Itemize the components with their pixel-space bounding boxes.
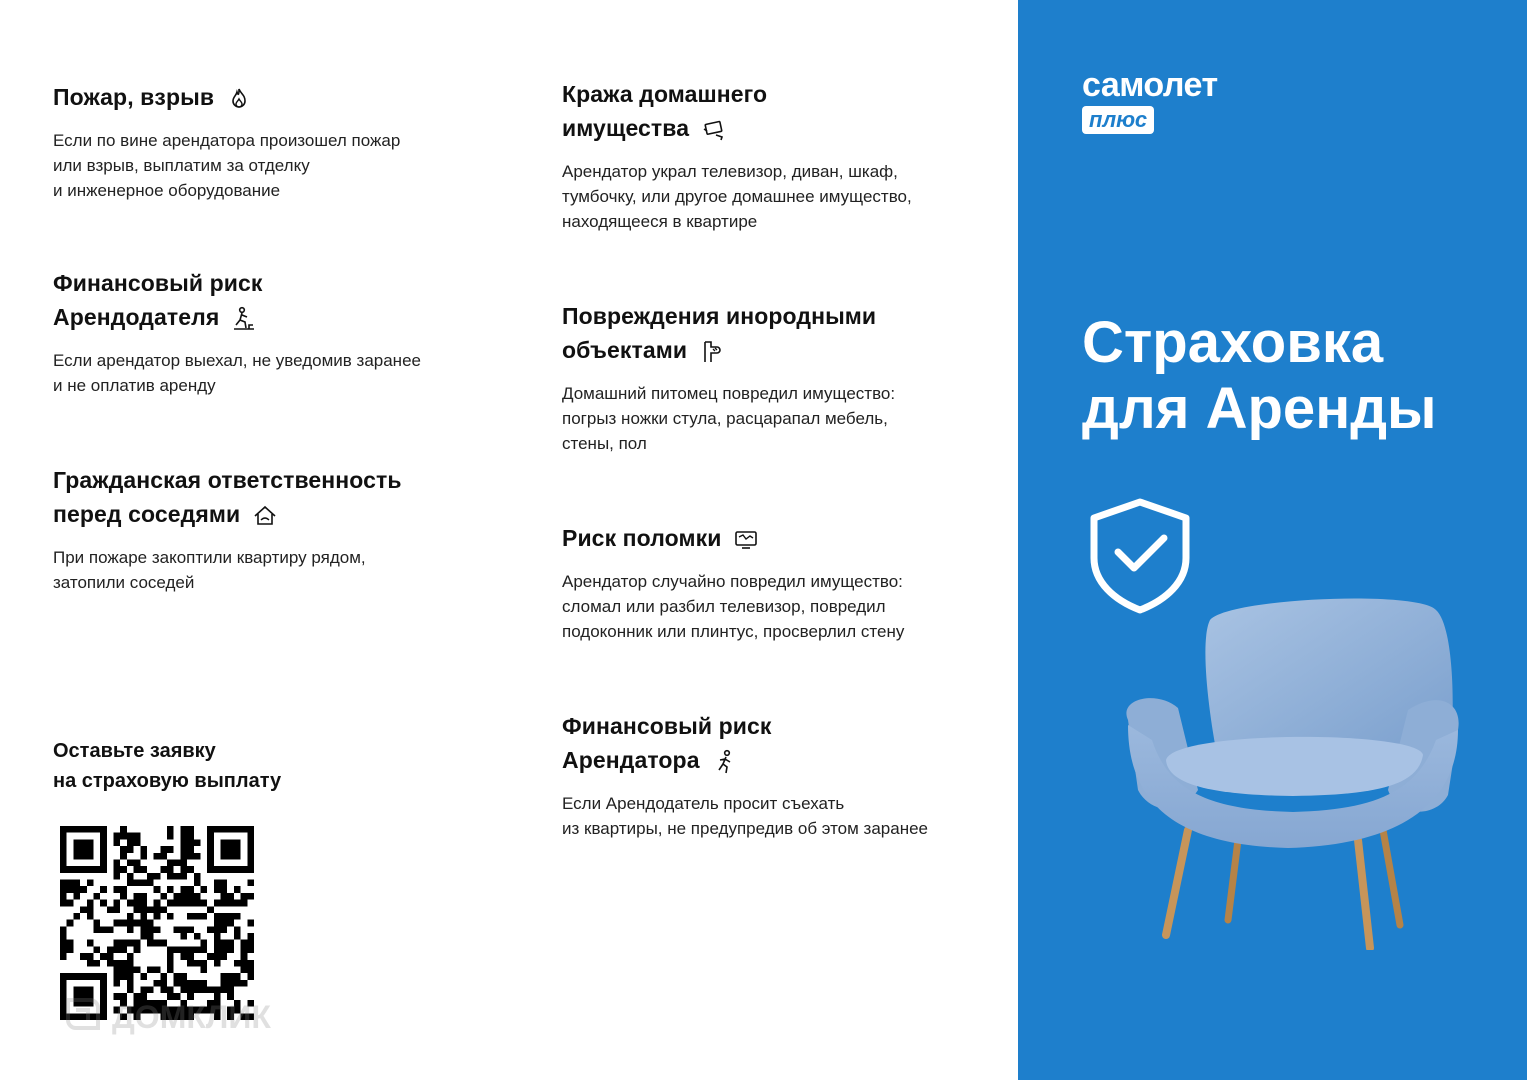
item-title (562, 709, 928, 777)
item-desc-line: из квартиры, не предупредив об этом заранее (562, 819, 928, 838)
item-title-line: объектами (562, 337, 688, 363)
item-desc-line: сломал или разбил телевизор, повредил (562, 597, 886, 616)
item-title (562, 299, 895, 367)
coverage-item-foreign-objects (562, 299, 895, 456)
item-title-line: Арендатора (562, 747, 700, 773)
item-description (53, 348, 421, 398)
brand-badge: плюс (1082, 106, 1154, 134)
middle-column (562, 0, 1002, 900)
broken-tv-icon (733, 527, 759, 553)
brand-logo (1082, 66, 1218, 134)
item-desc-line: Домашний питомец повредил имущество: (562, 384, 896, 403)
coverage-item-landlord-risk (53, 266, 421, 398)
pet-damage-icon (699, 339, 725, 365)
cta-line: на страховую выплату (53, 770, 282, 792)
item-title (53, 266, 421, 334)
item-title-line: перед соседями (53, 501, 241, 527)
watermark-text: ДОМКЛИК (112, 999, 271, 1035)
headline-line: для Аренды (1082, 376, 1437, 441)
item-description (562, 791, 928, 841)
item-title-line: Пожар, взрыв (53, 84, 215, 110)
person-stairs-icon (231, 306, 257, 332)
headline-line: Страховка (1082, 310, 1384, 375)
cta-line: Оставьте заявку (53, 740, 216, 762)
item-desc-line: Если арендатор выехал, не уведомив заранее (53, 351, 421, 370)
watermark (60, 986, 340, 1046)
item-title-line: Гражданская ответственность (53, 467, 402, 493)
item-title-line: Арендодателя (53, 304, 220, 330)
item-desc-line: подоконник или плинтус, просверлил стену (562, 622, 905, 641)
item-desc-line: При пожаре закоптили квартиру рядом, (53, 548, 366, 567)
coverage-item-fire (53, 80, 400, 203)
coverage-item-theft (562, 77, 912, 234)
item-description (53, 128, 400, 203)
running-person-icon (712, 749, 738, 775)
claim-cta (53, 736, 281, 796)
brand-panel (1018, 0, 1527, 1080)
item-title-line: Риск поломки (562, 525, 722, 551)
left-column (53, 0, 493, 700)
item-title-line: Финансовый риск (53, 270, 263, 296)
item-desc-line: находящееся в квартире (562, 212, 758, 231)
item-desc-line: Если Арендодатель просит съехать (562, 794, 845, 813)
item-title-line: Повреждения инородными (562, 303, 877, 329)
item-desc-line: Арендатор случайно повредил имущество: (562, 572, 903, 591)
fire-icon (226, 86, 252, 112)
house-icon (252, 503, 278, 529)
item-title-line: Кража домашнего (562, 81, 768, 107)
item-title-line: Финансовый риск (562, 713, 772, 739)
item-title-line: имущества (562, 115, 690, 141)
item-desc-line: затопили соседей (53, 573, 195, 592)
item-desc-line: Если по вине арендатора произошел пожар (53, 131, 401, 150)
item-desc-line: или взрыв, выплатим за отделку (53, 156, 310, 175)
item-title (53, 463, 402, 531)
item-desc-line: и инженерное оборудование (53, 181, 281, 200)
tv-theft-icon (701, 117, 727, 143)
item-description (562, 159, 912, 234)
brand-name: самолет (1082, 66, 1218, 104)
item-description (53, 545, 402, 595)
coverage-item-neighbors (53, 463, 402, 595)
item-desc-line: погрыз ножки стула, расцарапал мебель, (562, 409, 888, 428)
item-title (53, 80, 400, 114)
item-desc-line: и не оплатив аренду (53, 376, 216, 395)
item-desc-line: тумбочку, или другое домашнее имущество, (562, 187, 912, 206)
item-description (562, 569, 904, 644)
item-title (562, 77, 912, 145)
item-title (562, 521, 904, 555)
headline (1082, 310, 1437, 442)
coverage-item-breakage (562, 521, 904, 644)
domclick-logo-icon (60, 986, 340, 1046)
item-description (562, 381, 895, 456)
coverage-item-tenant-risk (562, 709, 928, 841)
item-desc-line: стены, пол (562, 434, 647, 453)
item-desc-line: Арендатор украл телевизор, диван, шкаф, (562, 162, 898, 181)
armchair-image (1118, 590, 1468, 950)
